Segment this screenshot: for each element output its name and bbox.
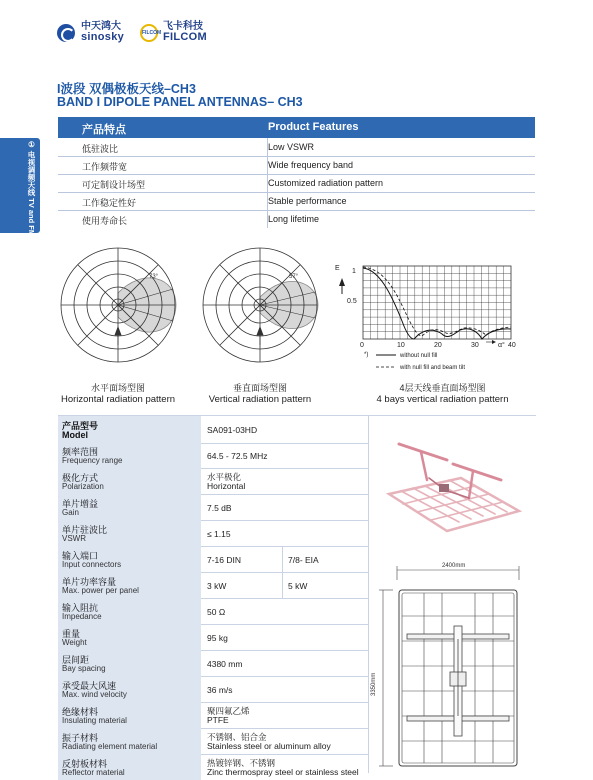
spec-label-cell (58, 754, 201, 780)
antenna-3d-illustration (369, 416, 535, 556)
bay-legend-without: without null fill (400, 353, 438, 359)
spec-label-cell (58, 572, 201, 598)
vertical-pattern-diagram (199, 246, 321, 364)
bay-chart-xtick: 30 (471, 342, 479, 349)
bay-chart-xtick: 10 (397, 342, 405, 349)
spec-label-cell (58, 546, 201, 572)
spec-label-cell (58, 520, 201, 546)
spec-row (58, 728, 368, 755)
feature-en: Stable performance (268, 196, 347, 206)
spec-value-alt: 5 kW (288, 581, 308, 591)
spec-value: 不锈钢、铝合金 (207, 732, 267, 742)
spec-label-en: Reflector material (62, 768, 125, 777)
feature-zh: 工作稳定性好 (82, 198, 137, 208)
spec-label-cell (58, 494, 201, 520)
spec-label-zh: 承受最大风速 (62, 681, 117, 691)
spec-value: 4380 mm (207, 659, 243, 669)
spec-row-model (58, 415, 368, 444)
spec-label-en: Max. wind velocity (62, 690, 127, 699)
spec-value-cell (282, 572, 368, 598)
spec-column-divider (282, 546, 283, 598)
spec-value-en: Zinc thermospray steel or stainless steel (207, 767, 359, 777)
sinosky-logo-icon (57, 24, 75, 42)
feature-zh: 低驻波比 (82, 144, 119, 154)
side-tab-label: ① 电视调频天线 TV and FM Antennas (27, 140, 36, 273)
antenna-illustration-panel (368, 415, 536, 773)
vertical-caption-en: Vertical radiation pattern (208, 394, 312, 405)
spec-label-cell (58, 650, 201, 676)
bay-chart-ytick: 0.5 (347, 298, 357, 305)
spec-label-en: Insulating material (62, 716, 127, 725)
spec-label-en: Bay spacing (62, 664, 106, 673)
spec-row (58, 442, 368, 469)
horizontal-pattern-diagram (57, 246, 179, 364)
horizontal-caption-zh: 水平面场型图 (90, 383, 145, 393)
spec-value-cell (201, 624, 368, 650)
spec-model-value: SA091-03HD (207, 425, 258, 435)
spec-value: ≤ 1.15 (207, 529, 231, 539)
spec-row (58, 754, 368, 780)
spec-label-cell (58, 598, 201, 624)
spec-label-en: Input connectors (62, 560, 122, 569)
width-dimension-label: 2400mm (442, 563, 466, 569)
spec-value-cell (201, 754, 368, 780)
spec-row (58, 598, 368, 625)
spec-label-cell (58, 702, 201, 728)
features-header-en: Product Features (268, 121, 359, 133)
spec-label-en: Weight (62, 638, 87, 647)
spec-label-cell (58, 624, 201, 650)
spec-value-cell (201, 520, 368, 546)
bay-chart-xtick: 20 (434, 342, 442, 349)
spec-label-zh: 单片驻波比 (62, 525, 108, 535)
spec-label-zh: 输入阻抗 (62, 603, 99, 613)
bays-vertical-pattern-chart (330, 256, 520, 374)
spec-row (58, 546, 368, 573)
spec-value-cell (201, 546, 282, 572)
spec-row (58, 520, 368, 547)
spec-label-zh: 绝缘材料 (62, 707, 99, 717)
spec-label-cell (58, 728, 201, 754)
spec-value: 3 kW (207, 581, 227, 591)
spec-row (58, 572, 368, 599)
page-title-en: BAND I DIPOLE PANEL ANTENNAS– CH3 (57, 95, 303, 109)
spec-value: 聚四氟乙烯 (207, 706, 250, 716)
spec-value-cell (201, 572, 282, 598)
spec-value: 7.5 dB (207, 503, 232, 513)
spec-row (58, 676, 368, 703)
horizontal-pattern-caption (40, 381, 196, 405)
feature-zh: 使用寿命长 (82, 216, 128, 226)
spec-value-en: Horizontal (207, 481, 246, 491)
spec-label-zh: 层间距 (62, 655, 90, 665)
filcom-name-zh: 飞卡科技 (163, 21, 203, 32)
spec-value-en: PTFE (207, 715, 229, 725)
horizontal-caption-en: Horizontal radiation pattern (60, 394, 176, 405)
bay-legend-with: with null fill and beam tilt (400, 365, 466, 371)
spec-value-cell (201, 650, 368, 676)
spec-value-cell (201, 442, 368, 468)
feature-zh: 可定制设计场型 (82, 180, 146, 190)
spec-row (58, 494, 368, 521)
spec-label-zh: 单片增益 (62, 499, 99, 509)
spec-value-cell (201, 598, 368, 624)
spec-label-en: VSWR (62, 534, 86, 543)
bays-caption-zh: 4层天线垂直面场型图 (399, 383, 486, 393)
bay-chart-x-label: α° (498, 342, 505, 349)
side-section-tab (0, 138, 40, 273)
bays-caption-en: 4 bays vertical radiation pattern (376, 394, 509, 405)
features-header-zh: 产品特点 (82, 124, 126, 136)
feature-row (58, 138, 535, 157)
spec-label-en: Radiating element material (62, 742, 158, 751)
sinosky-name-en: sinosky (81, 31, 125, 43)
spec-row (58, 650, 368, 677)
spec-value-cell (201, 416, 368, 443)
spec-value: 95 kg (207, 633, 228, 643)
filcom-name-en: FILCOM (163, 31, 207, 43)
feature-en: Long lifetime (268, 214, 320, 224)
spec-value: 热镀锌钢、不锈钢 (207, 758, 276, 768)
spec-label-zh: 振子材料 (62, 733, 99, 743)
bay-legend-marker: *) (364, 352, 369, 358)
spec-label-cell (58, 468, 201, 494)
spec-value-cell (201, 676, 368, 702)
feature-row (58, 192, 535, 211)
spec-value-cell (201, 728, 368, 754)
sinosky-logo (57, 22, 124, 43)
spec-value-cell (282, 546, 368, 572)
page-title-zh: I波段 双偶极板天线–CH3 (57, 82, 196, 96)
bay-chart-ytick: 1 (352, 268, 356, 275)
spec-label-en: Max. power per panel (62, 586, 139, 595)
spec-label-zh: 极化方式 (62, 473, 99, 483)
spec-value-en: Stainless steel or aluminum alloy (207, 741, 331, 751)
feature-row (58, 174, 535, 193)
filcom-logo (140, 22, 207, 43)
spec-value: 36 m/s (207, 685, 233, 695)
vertical-beam-angle: 57° (289, 274, 299, 280)
bay-chart-xtick-last: 40 (508, 342, 516, 349)
spec-label-en: Model (62, 430, 88, 440)
feature-en: Low VSWR (268, 142, 315, 152)
sinosky-name-zh: 中天鸿大 (81, 21, 121, 32)
features-header (58, 117, 535, 138)
bays-pattern-caption (350, 381, 535, 405)
feature-row (58, 156, 535, 175)
antenna-front-view-drawing (369, 556, 535, 771)
spec-value: 7-16 DIN (207, 555, 242, 565)
spec-label-en: Polarization (62, 482, 104, 491)
spec-label-zh: 产品型号 (62, 421, 99, 431)
spec-label-zh: 反射板材料 (62, 759, 108, 769)
feature-en: Customized radiation pattern (268, 178, 384, 188)
vertical-pattern-caption (182, 381, 338, 405)
spec-value-cell (201, 494, 368, 520)
antenna-feed-junction (439, 484, 449, 492)
filcom-logo-icon: FILCOM (140, 24, 158, 42)
feature-zh: 工作频带宽 (82, 162, 128, 172)
bay-chart-y-label: E (335, 265, 340, 272)
spec-label-zh: 频率范围 (62, 447, 99, 457)
spec-label-en: Frequency range (62, 456, 123, 465)
spec-value: 64.5 - 72.5 MHz (207, 451, 268, 461)
bay-chart-xtick: 0 (360, 342, 364, 349)
spec-value: 50 Ω (207, 607, 226, 617)
spec-row (58, 468, 368, 495)
spec-row (58, 624, 368, 651)
vertical-caption-zh: 垂直面场型图 (232, 383, 287, 393)
spec-label-zh: 单片功率容量 (62, 577, 117, 587)
spec-label-zh: 重量 (62, 629, 81, 639)
spec-value: 水平极化 (207, 472, 242, 482)
horizontal-beam-angle: 73° (149, 274, 159, 280)
feature-en: Wide frequency band (268, 160, 354, 170)
spec-label-cell (58, 442, 201, 468)
spec-label-en: Gain (62, 508, 79, 517)
spec-label-cell (58, 676, 201, 702)
spec-row (58, 702, 368, 729)
height-dimension-label: 3350mm (371, 672, 377, 696)
spec-label-cell (58, 416, 201, 443)
spec-value-cell (201, 468, 368, 494)
spec-label-zh: 输入端口 (62, 551, 99, 561)
feature-row (58, 210, 535, 228)
spec-value-alt: 7/8- EIA (288, 555, 319, 565)
spec-label-en: Impedance (62, 612, 102, 621)
spec-value-cell (201, 702, 368, 728)
